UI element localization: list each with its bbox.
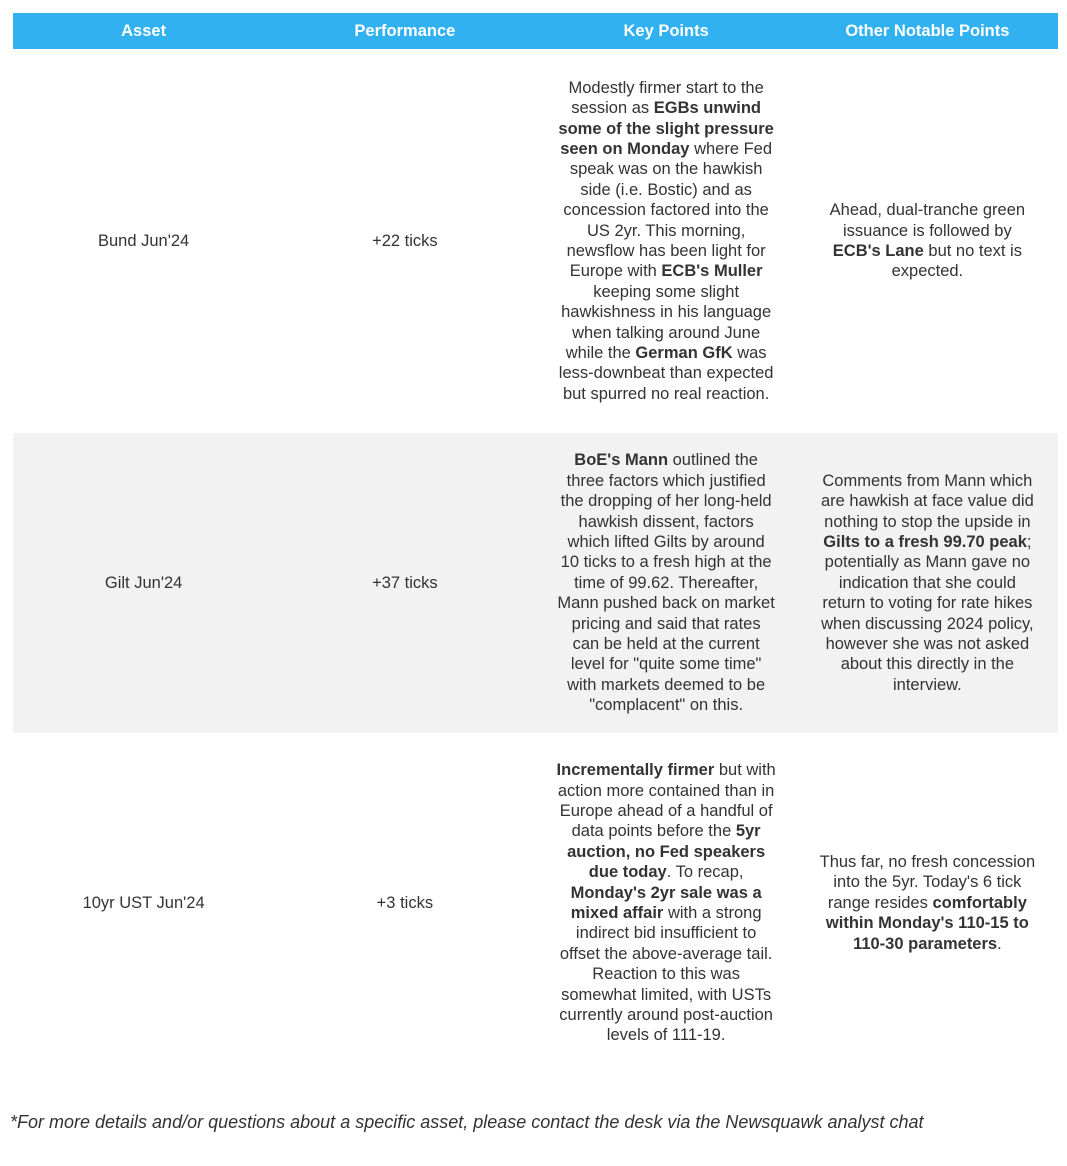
key-points-cell — [536, 433, 797, 733]
table-row — [13, 49, 1058, 433]
text-run: but with action more contained than in Europe ahead of a handful of data points before the — [557, 761, 776, 841]
asset-cell: Bund Jun'24 — [98, 231, 190, 250]
key-points-text — [556, 760, 776, 1046]
header-performance: Performance — [354, 21, 456, 40]
text-run: ; potentially as Mann gave no indication that she could return to voting for rate hikes when discussing 2024 policy, however she was not asked about this directly in the interview. — [821, 532, 1034, 694]
text-run: but no text is expected. — [891, 242, 1022, 281]
other-points-text — [817, 200, 1037, 282]
table-header — [13, 13, 1058, 49]
key-points-text — [556, 450, 776, 715]
text-run: where Fed speak was on the hawkish side (i.e. Bostic) and as concession factored into the US 2yr. This morning, newsflow has been light for Europe with — [563, 139, 773, 281]
bold-text: EGBs unwind some of the slight pressure seen on Monday — [558, 99, 774, 158]
bold-text: 5yr auction, no Fed speakers due today — [567, 822, 766, 882]
text-run: Thus far, no fresh concession into the 5yr. Today's 6 tick range resides — [819, 852, 1036, 912]
header-other-notable-points: Other Notable Points — [845, 21, 1010, 40]
other-points-cell — [797, 49, 1058, 433]
performance-cell: +22 ticks — [372, 231, 438, 250]
performance-cell: +37 ticks — [372, 573, 438, 592]
text-run: keeping some slight hawkishness in his language when talking around June while the — [561, 282, 772, 363]
text-run: was less-downbeat than expected but spurred no real reaction. — [558, 344, 774, 403]
text-run: outlined the three factors which justified the dropping of her long-held hawkish dissent, factors which lifted Gilts by around 10 ticks to a fresh high at the time of 99.62. Thereafter, Mann pushed back on market pricing and said that rates can be held at the current level for "quite some time" with markets deemed to be "complacent" on this. — [557, 451, 775, 715]
asset-cell: 10yr UST Jun'24 — [82, 893, 205, 912]
text-run: with a strong indirect bid insufficient to offset the above-average tail. Reaction to this was somewhat limited, with USTs currently around post-auction levels of 111-19. — [559, 904, 773, 1045]
header-key-points: Key Points — [623, 21, 709, 40]
text-run: Ahead, dual-tranche green issuance is followed by — [829, 201, 1026, 240]
text-run: Modestly firmer start to the session as — [568, 78, 764, 118]
other-points-cell — [797, 433, 1058, 733]
key-points-cell — [536, 733, 797, 1073]
text-run: . — [997, 934, 1002, 953]
key-points-text — [556, 78, 776, 405]
header-asset: Asset — [121, 21, 167, 40]
key-points-cell — [536, 49, 797, 433]
bold-text: ECB's Lane — [832, 242, 924, 260]
other-points-cell — [797, 733, 1058, 1073]
bold-text: Gilts to a fresh 99.70 peak — [823, 532, 1027, 551]
performance-cell: +3 ticks — [376, 893, 434, 912]
bold-text: comfortably within Monday's 110-15 to 110-30 parameters — [825, 893, 1029, 953]
footer-note: *For more details and/or questions about a specific asset, please contact the desk via the Newsquawk analyst chat — [10, 1112, 924, 1132]
bold-text: Incrementally firmer — [556, 761, 715, 780]
bold-text: BoE's Mann — [574, 451, 669, 470]
other-points-text — [817, 852, 1037, 954]
fixed-income-table — [13, 13, 1058, 1073]
text-run: Comments from Mann which are hawkish at face value did nothing to stop the upside in — [820, 471, 1034, 531]
bold-text: ECB's Muller — [661, 262, 763, 281]
text-run: . To recap, — [666, 863, 744, 882]
bold-text: Monday's 2yr sale was a mixed affair — [570, 883, 762, 922]
table-row — [13, 433, 1058, 733]
other-points-text — [817, 471, 1037, 695]
table-row — [13, 733, 1058, 1073]
asset-cell: Gilt Jun'24 — [104, 573, 183, 592]
bold-text: German GfK — [635, 344, 733, 363]
